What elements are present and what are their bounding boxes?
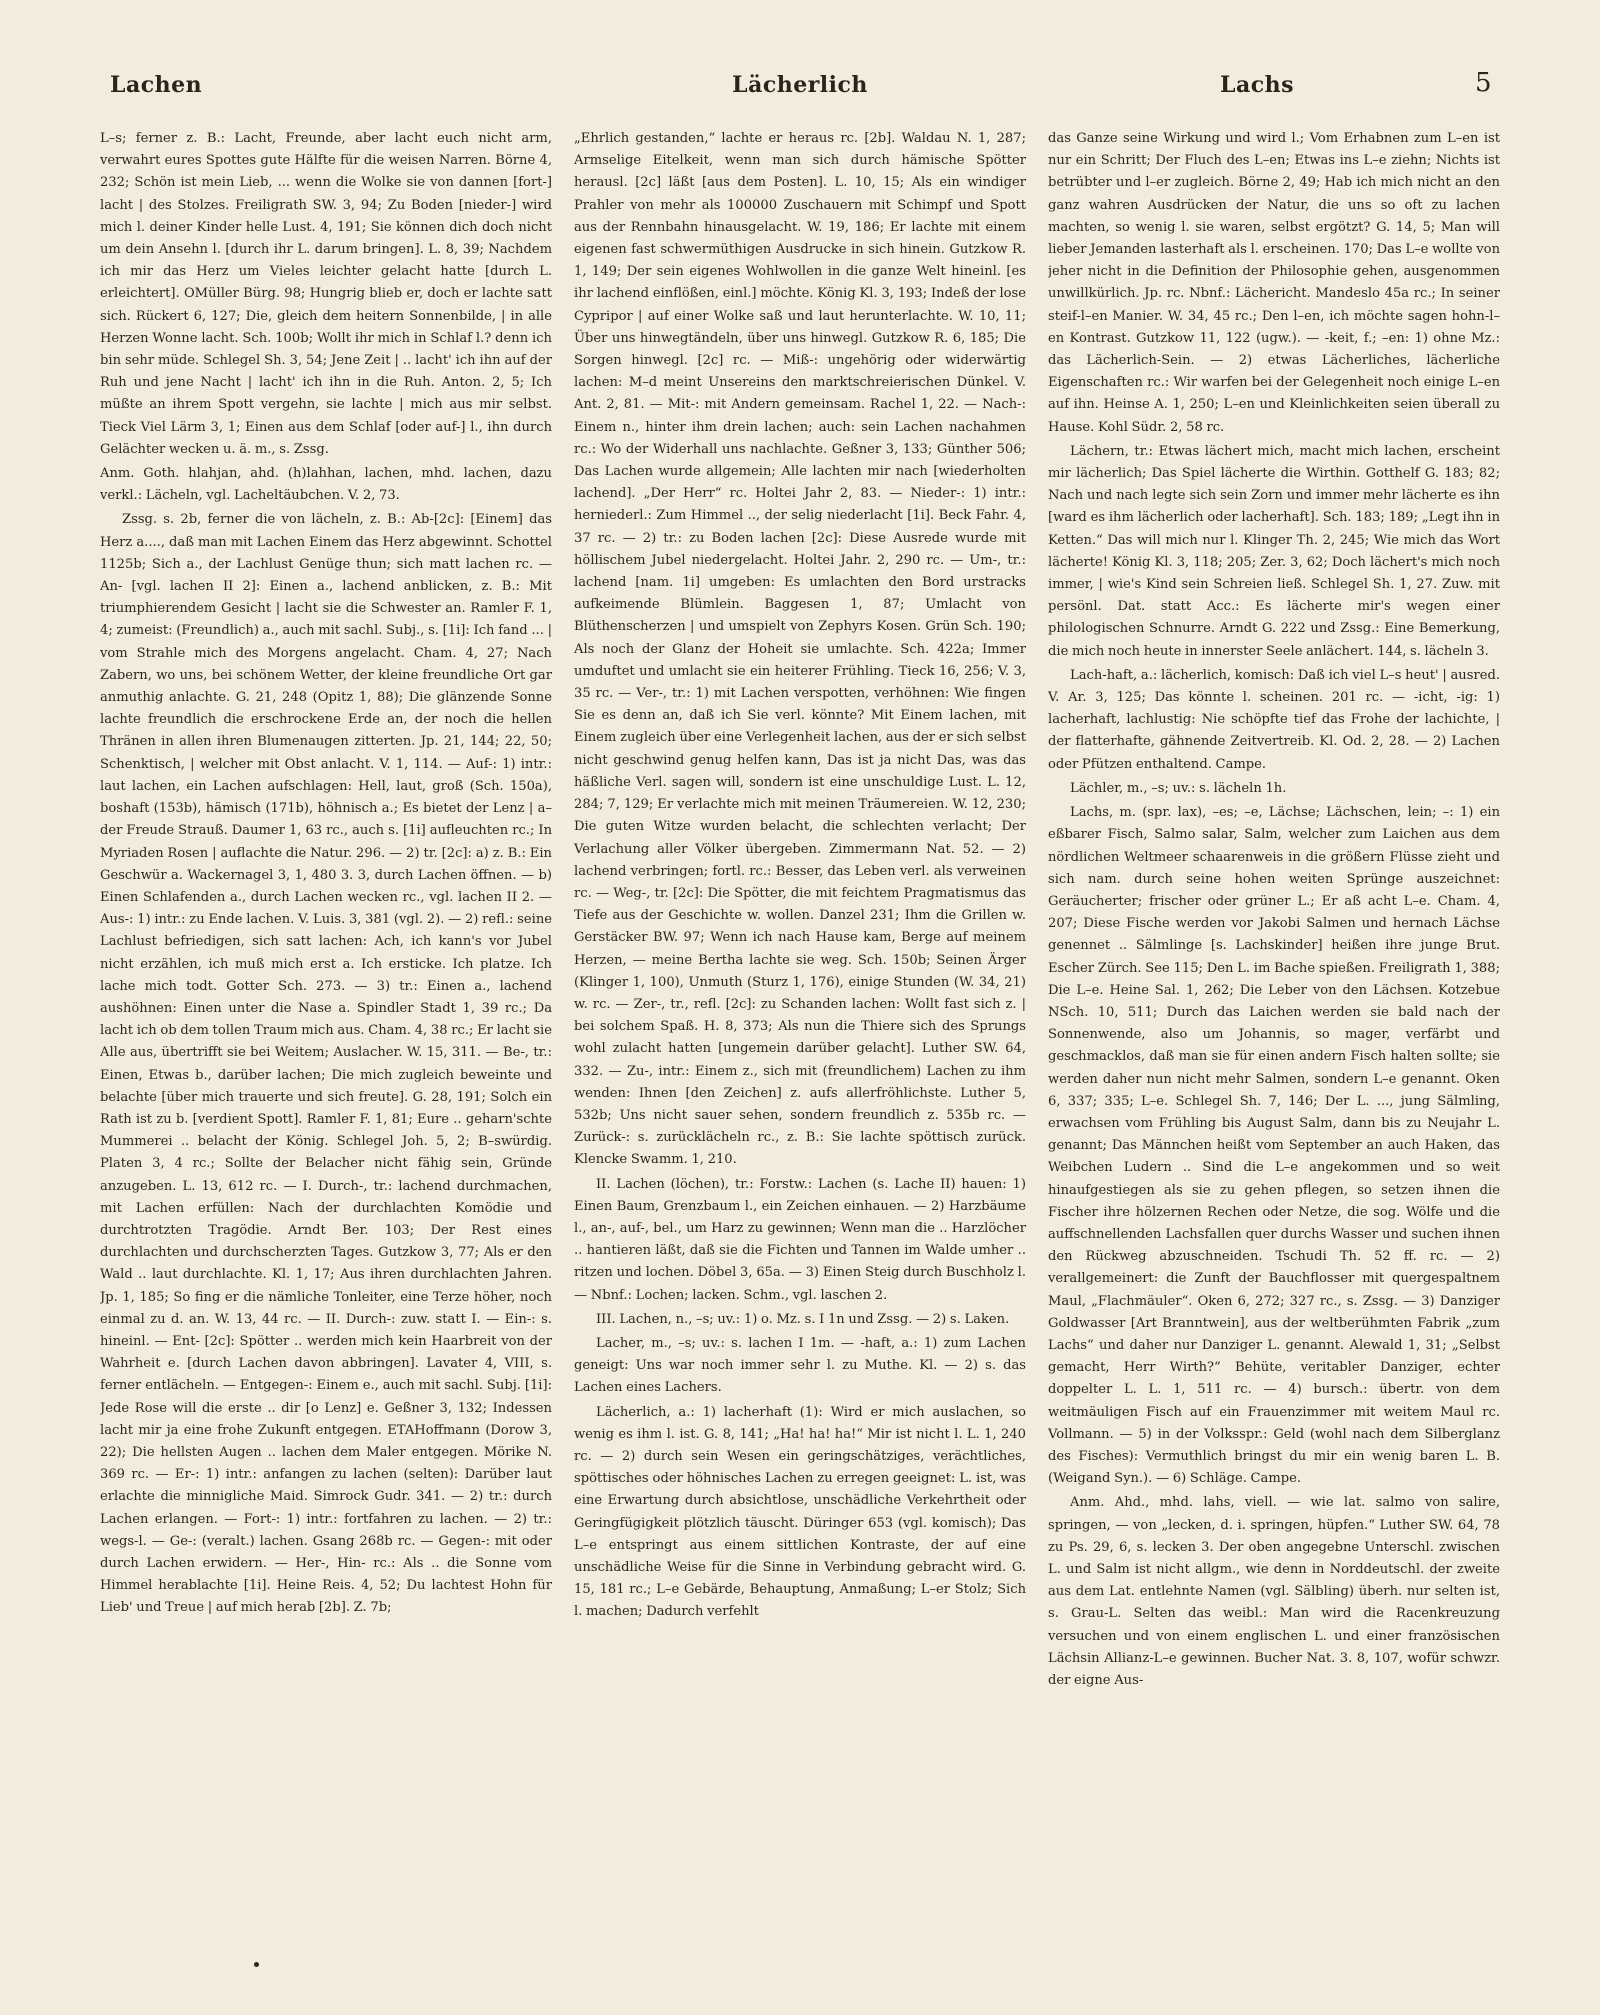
dictionary-entry: III. Lachen, n., –s; uv.: 1) o. Mz. s. I 1n und Zssg. — 2) s. Laken.: [596, 1311, 1010, 1327]
header-left-catchword: Lachen: [110, 72, 203, 98]
dictionary-entry: Lächern, tr.: Etwas lächert mich, macht mich lachen, erscheint mir lächerlich; Das Spiel lächerte die Wirthin. Gotthelf G. 183; 82; Nach und nach legte sich sein Zorn und immer mehr lächerte es ihn [ward es ihm lächerlich oder lacherhaft]. Sch. 183; 189; „Legt ihn in Ketten.“ Das will mich nur l. Klinger Th. 2, 245; Wie mich das Wort lächerte! König Kl. 3, 118; 205; Zer. 3, 62; Doch lächert's mich noch immer, | wie's Kind sein Schreien ließ. Schlegel Sh. 1, 27. Zuw. mit persönl. Dat. statt Acc.: Es lächerte mir's wegen einer philologischen Schnurre. Arndt G. 222 und Zssg.: Eine Bemerkung, die mich noch heute in innerster Seele anlächert. 144, s. lächeln 3.: [1048, 443, 1500, 659]
page-number: 5: [1474, 68, 1492, 98]
text-columns: [100, 128, 1500, 1968]
dictionary-entry: Zssg. s. 2b, ferner die von lächeln, z. B.: Ab-[2c]: [Einem] das Herz a...., daß man mit Lachen Einem das Herz abgewinnt. Schottel 1125b; Sich a., der Lachlust Genüge thun; sich matt lachen rc. — An- [vgl. lachen II 2]: Einen a., lachend anblicken, z. B.: Mit triumphierendem Gesicht | lacht sie die Schwester an. Ramler F. 1, 4; zumeist: (Freundlich) a., auch mit sachl. Subj., s. [1i]: Ich fand ... | vom Strahle mich des Morgens angelacht. Cham. 4, 27; Nach Zabern, wo uns, bei schönem Wetter, der kleine freundliche Ort gar anmuthig anlachte. G. 21, 248 (Opitz 1, 88); Die glänzende Sonne lachte freundlich die erschrockene Erde an, der noch die hellen Thränen in allen ihren Blumenaugen zitterten. Jp. 21, 144; 22, 50; Schenktisch, | welcher mit Obst anlacht. V. 1, 114. — Auf-: 1) intr.: laut lachen, ein Lachen aufschlagen: Hell, laut, groß (Sch. 150a), boshaft (153b), hämisch (171b), höhnisch a.; Es bietet der Lenz | a–der Freude Strauß. Daumer 1, 63 rc., auch s. [1i] aufleuchten rc.; In Myriaden Rosen | auflachte die Natur. 296. — 2) tr. [2c]: a) z. B.: Ein Geschwür a. Wackernagel 3, 1, 480 3. 3, durch Lachen öffnen. — b) Einen Schlafenden a., durch Lachen wecken rc., vgl. lachen II 2. — Aus-: 1) intr.: zu Ende lachen. V. Luis. 3, 381 (vgl. 2). — 2) refl.: seine Lachlust befriedigen, sich satt lachen: Ach, ich kann's vor Jubel nicht erzählen, ich muß mich erst a. Ich ersticke. Ich platze. Ich lache mich todt. Gotter Sch. 273. — 3) tr.: Einen a., lachend aushöhnen: Einen unter die Nase a. Spindler Stadt 1, 39 rc.; Da lacht ich ob dem tollen Traum mich aus. Cham. 4, 38 rc.; Er lacht sie Alle aus, übertrifft sie bei Weitem; Auslacher. W. 15, 311. — Be-, tr.: Einen, Etwas b., darüber lachen; Die mich zugleich beweinte und belachte [über mich trauerte und sich freute]. G. 28, 191; Solch ein Rath ist zu b. [verdient Spott]. Ramler F. 1, 81; Eure .. geharn'schte Mummerei .. belacht der König. Schlegel Joh. 5, 2; B–swürdig. Platen 3, 4 rc.; Sollte der Belacher nicht fähig sein, Gründe anzugeben. L. 13, 612 rc. — I. Durch-, tr.: lachend durchmachen, mit Lachen erfüllen: Nach der durchlachten Komödie und durchtrotzten Tragödie. Arndt Ber. 103; Der Rest eines durchlachten und durchscherzten Tages. Gutzkow 3, 77; Als er den Wald .. laut durchlachte. Kl. 1, 17; Aus ihren durchlachten Jahren. Jp. 1, 185; So fing er die nämliche Tonleiter, eine Terze höher, noch einmal zu d. an. W. 13, 44 rc. — II. Durch-: zuw. statt I. — Ein-: s. hineinl. — Ent- [2c]: Spötter .. werden mich kein Haarbreit von der Wahrheit e. [durch Lachen davon abbringen]. Lavater 4, VIII, s. ferner entlächeln. — Entgegen-: Einem e., auch mit sachl. Subj. [1i]: Jede Rose will die erste .. dir [o Lenz] e. Geßner 3, 132; Indessen lacht mir ja eine frohe Zukunft entgegen. ETAHoffmann (Dorow 3, 22); Die hellsten Augen .. lachen dem Maler entgegen. Mörike N. 369 rc. — Er-: 1) intr.: anfangen zu lachen (selten): Darüber laut erlachte die minnigliche Maid. Simrock Gudr. 341. — 2) tr.: durch Lachen erlangen. — Fort-: 1) intr.: fortfahren zu lachen. — 2) tr.: wegs-l. — Ge-: (veralt.) lachen. Gsang 268b rc. — Gegen-: mit oder durch Lachen erwidern. — Her-, Hin- rc.: Als .. die Sonne vom Himmel herablachte [1i]. Heine Reis. 4, 52; Du lachtest Hohn für Lieb' und Treue | auf mich herab [2b]. Z. 7b;: [100, 512, 552, 1616]
dictionary-entry: Lach-haft, a.: lächerlich, komisch: Daß ich viel L–s heut' | ausred. V. Ar. 3, 125; Das könnte l. scheinen. 201 rc. — -icht, -ig: 1) lacherhaft, lachlustig: Nie schöpfte tief das Frohe der lachichte, | der flatterhafte, gähnende Zeitvertreib. Kl. Od. 2, 28. — 2) Lachen oder Pfützen enthaltend. Campe.: [1048, 667, 1500, 772]
dictionary-entry: Lächler, m., –s; uv.: s. lächeln 1h.: [1070, 780, 1287, 796]
entry-text: das Ganze seine Wirkung und wird l.; Vom Erhabnen zum L–en ist nur ein Schritt; Der Fluch des L–en; Etwas ins L–e ziehn; Nichts ist betrübter und l–er zugleich. Börne 2, 49; Hab ich mich nicht an den ganz wahren Ausdrücken der Natur, die uns so oft zu lachen machten, so wenig l. sie waren, selbst ergötzt? G. 14, 5; Man will lieber Jemanden lasterhaft als l. erscheinen. 170; Das L–e wollte von jeher nicht in die Definition der Philosophie gehen, ausgenommen unwillkürlich. Jp. rc. Nbnf.: Lächericht. Mandeslo 45a rc.; In seiner steif-l–en Manier. W. 34, 45 rc.; Den l–en, ich möchte sagen hohn-l–en Kontrast. Gutzkow 11, 122 (ugw.). — -keit, f.; –en: 1) ohne Mz.: das Lächerlich-Sein. — 2) etwas Lächerliches, lächerliche Eigenschaften rc.: Wir warfen bei der Gelegenheit noch einige L–en auf ihn. Heinse A. 1, 250; L–en und Kleinlichkeiten seien überall zu Hause. Kohl Südr. 2, 58 rc.: [1048, 131, 1500, 435]
header-center-catchword: Lächerlich: [732, 72, 868, 98]
entry-text: „Ehrlich gestanden,“ lachte er heraus rc. [2b]. Waldau N. 1, 287; Armselige Eitelkeit, wenn man sich durch hämische Spötter herausl. [2c] läßt [aus dem Posten]. L. 10, 15; Als ein windiger Prahler von mehr als 100000 Zuschauern mit Schimpf und Spott aus der Rennbahn hinausgelacht. W. 19, 186; Er lachte mit einem eigenen fast schwermüthigen Ausdrucke in sich hinein. Gutzkow R. 1, 149; Der sein eigenes Wohlwollen in die ganze Welt hineinl. [es ihr lachend einflößen, einl.] möchte. König Kl. 3, 193; Indeß der lose Cypripor | auf einer Wolke saß und laut herunterlachte. W. 10, 11; Über uns hinwegtändeln, über uns hinwegl. Gutzkow R. 6, 185; Die Sorgen hinwegl. [2c] rc. — Miß-: ungehörig oder widerwärtig lachen: M–d meint Unsereins den marktschreierischen Dünkel. V. Ant. 2, 81. — Mit-: mit Andern gemeinsam. Rachel 1, 22. — Nach-: Einem n., hinter ihm drein lachen; auch: sein Lachen nachahmen rc.: Wo der Widerhall uns nachlachte. Geßner 3, 133; Günther 506; Das Lachen wurde allgemein; Alle lachten mir nach [wiederholten lachend]. „Der Herr“ rc. Holtei Jahr 2, 83. — Nieder-: 1) intr.: herniederl.: Zum Himmel .., der selig niederlacht [1i]. Beck Fahr. 4, 37 rc. — 2) tr.: zu Boden lachen [2c]: Diese Ausrede wurde mit höllischem Jubel niedergelacht. Holtei Jahr. 2, 290 rc. — Um-, tr.: lachend [nam. 1i] umgeben: Es umlachten den Bord urstracks aufkeimende Blümlein. Baggesen 1, 87; Umlacht von Blüthenscherzen | und umspielt von Zephyrs Kosen. Grün Sch. 190; Als noch der Glanz der Hoheit sie umlachte. Sch. 422a; Immer umduftet und umlacht sie ein heiterer Frühling. Tieck 16, 256; V. 3, 35 rc. — Ver-, tr.: 1) mit Lachen verspotten, verhöhnen: Wie fingen Sie es denn an, daß ich Sie verl. könnte? Mit Einem lachen, mit Einem zugleich über eine Verlegenheit lachen, aus der er sich selbst nicht geschwind genug helfen kann, Das ist ja nicht Das, was das häßliche Verl. sagen will, sondern ist eine unschuldige Lust. L. 12, 284; 7, 129; Er verlachte mich mit meinen Träumereien. W. 12, 230; Die guten Witze wurden belacht, die schlechten verlacht; Der Verlachung aller Völker übergeben. Zimmermann Nat. 52. — 2) lachend verbringen; fortl. rc.: Besser, das Leben verl. als verweinen rc. — Weg-, tr. [2c]: Die Spötter, die mit feichtem Pragmatismus das Tiefe aus der Geschichte w. wollen. Danzel 231; Ihm die Grillen w. Gerstäcker BW. 97; Wenn ich nach Hause kam, Berge auf meinem Herzen, — meine Bertha lachte sie weg. Sch. 150b; Seinen Ärger (Klinger 1, 100), Unmuth (Sturz 1, 176), einige Stunden (W. 34, 21) w. rc. — Zer-, tr., refl. [2c]: zu Schanden lachen: Wollt fast sich z. | bei solchem Spaß. H. 8, 373; Als nun die Thiere sich des Sprungs wohl zulacht hatten [ungemein darüber gelacht]. Luther SW. 64, 332. — Zu-, intr.: Einem z., sich mit (freundlichem) Lachen zu ihm wenden: Ihnen [den Zeichen] z. aufs allerfröhlichste. Luther 5, 532b; Uns nicht sauer sehen, sondern freundlich z. 535b rc. — Zurück-: s. zurücklächeln rc., z. B.: Sie lachte spöttisch zurück. Klencke Swamm. 1, 210.: [574, 131, 1026, 1168]
dictionary-entry: Anm. Ahd., mhd. lahs, viell. — wie lat. salmo von salire, springen, — von „lecken, d. i. springen, hüpfen.“ Luther SW. 64, 78 zu Ps. 29, 6, s. lecken 3. Der oben angegebne Unterschl. zwischen L. und Salm ist nicht allgm., wie denn in Norddeutschl. der zweite aus dem Lat. entlehnte Namen (vgl. Sälbling) überh. nur selten ist, s. Grau-L. Selten das weibl.: Man wird die Racenkreuzung versuchen und von einem englischen L. und einer französischen Lächsin Allianz-L–e gewinnen. Bucher Nat. 3. 8, 107, wofür schwzr. der eigne Aus-: [1048, 1495, 1500, 1689]
dictionary-entry: Lacher, m., –s; uv.: s. lachen I 1m. — -haft, a.: 1) zum Lachen geneigt: Uns war noch immer sehr l. zu Muthe. Kl. — 2) s. das Lachen eines Lachers.: [574, 1335, 1026, 1396]
entry-text: L–s; ferner z. B.: Lacht, Freunde, aber lacht euch nicht arm, verwahrt eures Spottes gute Hälfte für die weisen Narren. Börne 4, 232; Schön ist mein Lieb, ... wenn die Wolke sie von dannen [fort-] lacht | des Stolzes. Freiligrath SW. 3, 94; Zu Boden [nieder-] wird mich l. deiner Kinder helle Lust. 4, 191; Sie können dich doch nicht um dein Ansehn l. [durch ihr L. darum bringen]. L. 8, 39; Nachdem ich mir das Herz um Vieles leichter gelacht hatte [durch L. erleichtert]. OMüller Bürg. 98; Hungrig blieb er, doch er lachte satt sich. Rückert 6, 127; Die, gleich dem heitern Sonnenbilde, | in alle Herzen Wonne lacht. Sch. 100b; Wollt ihr mich in Schlaf l.? denn ich bin sehr müde. Schlegel Sh. 3, 54; Jene Zeit | .. lacht' ich ihn auf der Ruh und jene Nacht | lacht' ich ihn in die Ruh. Anton. 2, 5; Ich müßte an ihrem Spott vergehn, sie lachte | mich aus mir selbst. Tieck Viel Lärm 3, 1; Einen aus dem Schlaf [oder auf-] l., ihn durch Gelächter wecken u. ä. m., s. Zssg.: [100, 131, 552, 457]
dictionary-entry: II. Lachen (löchen), tr.: Forstw.: Lachen (s. Lache II) hauen: 1) Einen Baum, Grenzbaum l., ein Zeichen einhauen. — 2) Harzbäume l., an-, auf-, bel., um Harz zu gewinnen; Wenn man die .. Harzlöcher .. hantieren läßt, daß sie die Fichten und Tannen im Walde umher .. ritzen und lochen. Döbel 3, 65a. — 3) Einen Steig durch Buschholz l. — Nbnf.: Lochen; lacken. Schm., vgl. laschen 2.: [574, 1176, 1026, 1303]
printing-dot-mark: [254, 1962, 259, 1967]
running-header: [0, 68, 1600, 112]
column-right: [1048, 128, 1500, 1968]
entry-text: Anm. Goth. hlahjan, ahd. (h)lahhan, lachen, mhd. lachen, dazu verkl.: Lächeln, vgl. Lacheltäubchen. V. 2, 73.: [100, 466, 552, 504]
dictionary-entry: Lächerlich, a.: 1) lacherhaft (1): Wird er mich auslachen, so wenig es ihm l. ist. G. 8, 141; „Ha! ha! ha!“ Mir ist nicht l. L. 1, 240 rc. — 2) durch sein Wesen ein geringschätziges, verächtliches, spöttisches oder höhnisches Lachen zu erregen geeignet: L. ist, was eine Erwartung durch absichtlose, unschädliche Verkehrtheit oder Geringfügigkeit plötzlich täuscht. Düringer 653 (vgl. komisch); Das L–e entspringt aus einem sittlichen Kontraste, der auf eine unschädliche Weise für die Sinne in Verbindung gebracht wird. G. 15, 181 rc.; L–e Gebärde, Behauptung, Anmaßung; L–er Stolz; Sich l. machen; Dadurch verfehlt: [574, 1404, 1026, 1620]
dictionary-entry: Lachs, m. (spr. lax), –es; –e, Lächse; Lächschen, lein; –: 1) ein eßbarer Fisch, Salmo salar, Salm, welcher zum Laichen aus dem nördlichen Weltmeer schaarenweis in die größern Flüsse zieht und sich nam. durch seine hohen weiten Sprünge auszeichnet: Geräucherter; frischer oder grüner L.; Er aß acht L–e. Cham. 4, 207; Diese Fische werden vor Jakobi Salmen und hernach Lächse genennet .. Sälmlinge [s. Lachskinder] heißen ihre junge Brut. Escher Zürch. See 115; Den L. im Bache spießen. Freiligrath 1, 388; Die L–e. Heine Sal. 1, 262; Die Leber von den Lächsen. Kotzebue NSch. 10, 511; Durch das Laichen werden sie bald nach der Sonnenwende, also um Johannis, so mager, verfärbt und geschmacklos, daß man sie für einen andern Fisch halten sollte; sie werden daher nun nicht mehr Salmen, sondern L–e genannt. Oken 6, 337; 335; L–e. Schlegel Sh. 7, 146; Der L. ..., jung Sälmling, erwachsen vom Frühling bis August Salm, dann bis zu Neujahr L. genannt; Das Männchen heißt vom September an auch Haken, das Weibchen Ludern .. Sind die L–e angekommen und so weit hinaufgestiegen als sie zu gehen pflegen, so setzen ihnen die Fischer ihre hölzernen Rechen oder Netze, die sog. Wölfe und die auffschnellenden Lachsfallen quer durchs Wasser und suchen ihnen den Rückweg abzuschneiden. Tschudi Th. 52 ff. rc. — 2) verallgemeinert: die Zunft der Bauchflosser mit quergespaltnem Maul, „Flachmäuler“. Oken 6, 272; 327 rc., s. Zssg. — 3) Danziger Goldwasser [Art Branntwein], aus der weltberühmten Fabrik „zum Lachs“ und daher nur Danziger L. genannt. Alewald 1, 31; „Selbst gemacht, Herr Wirth?“ Behüte, veritabler Danziger, echter doppelter L. L. 1, 511 rc. — 4) bursch.: übertr. von dem weitmäuligen Fisch auf ein Frauenzimmer mit weitem Maul rc. Vollmann. — 5) in der Volksspr.: Geld (wohl nach dem Silberglanz des Fisches): Vermuthlich bringst du mir ein wenig baren L. B. (Weigand Syn.). — 6) Schläge. Campe.: [1048, 805, 1500, 1487]
column-left: [100, 128, 552, 1968]
column-middle: [574, 128, 1026, 1968]
header-right-catchword: Lachs: [1220, 72, 1294, 98]
